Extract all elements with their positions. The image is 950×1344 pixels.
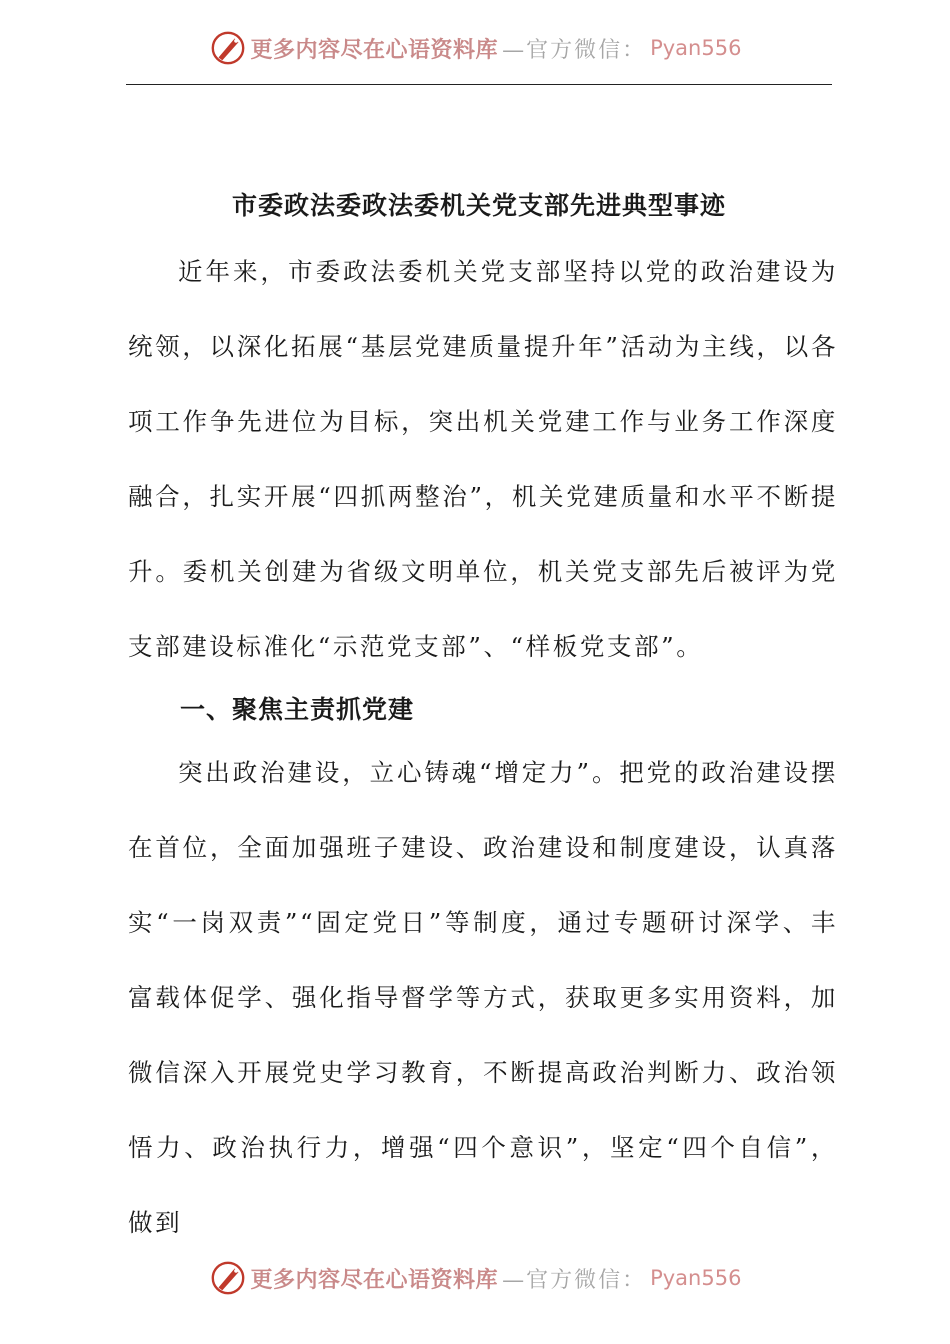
banner-account-id: Pyan556 [650, 36, 742, 60]
section-paragraph: 突出政治建设，立心铸魂“增定力”。把党的政治建设摆在首位，全面加强班子建设、政治建设和制度建设，认真落实“一岗双责”“固定党日”等制度，通过专题研讨深学、丰富载体促学、强化指导督学等方式，获取更多实用资料，加微信深入开展党史学习教育，不断提高政治判断力、政治领悟力、政治执行力，增强“四个意识”，坚定“四个自信”，做到 [128, 758, 838, 1237]
banner-main-text: 更多内容尽在心语资料库 [250, 1266, 499, 1293]
header-banner [0, 28, 950, 68]
header-divider [126, 84, 832, 85]
intro-paragraph: 近年来，市委政法委机关党支部坚持以党的政治建设为统领，以深化拓展“基层党建质量提升年”活动为主线，以各项工作争先进位为目标，突出机关党建工作与业务工作深度融合，扎实开展“四抓两整治”，机关党建质量和水平不断提升。委机关创建为省级文明单位，机关党支部先后被评为党支部建设标准化“示范党支部”、“样板党支部”。 [128, 257, 838, 661]
banner-official-text: —官方微信： [502, 37, 647, 63]
banner-official-text: —官方微信： [502, 1267, 647, 1293]
pen-nib-logo-icon [209, 1259, 247, 1297]
footer-banner [0, 1258, 950, 1298]
section-heading: 一、聚焦主责抓党建 [180, 695, 415, 724]
pen-nib-logo-icon [209, 29, 247, 67]
banner-main-text: 更多内容尽在心语资料库 [250, 36, 499, 63]
banner-account-id: Pyan556 [650, 1266, 742, 1290]
document-title: 市委政法委政法委机关党支部先进典型事迹 [231, 191, 726, 220]
